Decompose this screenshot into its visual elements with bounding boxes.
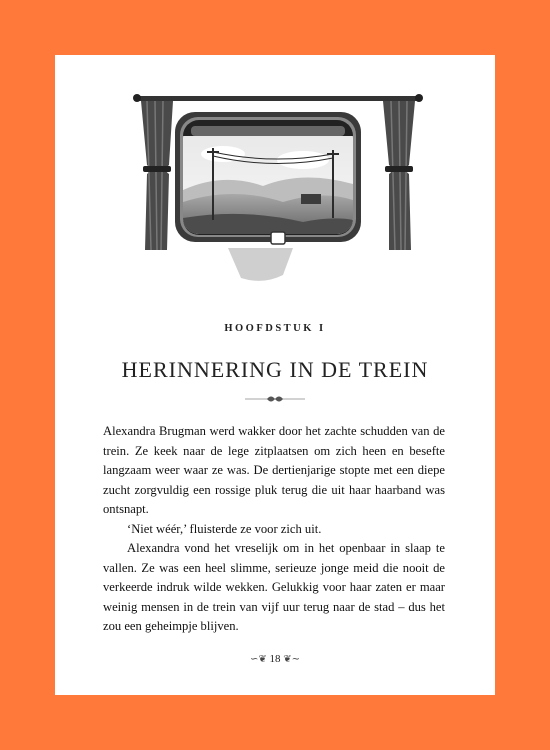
paragraph: Alexandra Brugman werd wakker door het zachte schudden van de trein. Ze keek naar de lege zitplaatsen om zich heen en besefte langzaam weer waar ze was. De dertienjarige stopte met een diepe zucht zorgvuldig een rossige pluk terug die uit haar haarband was ontsnapt. xyxy=(103,424,445,516)
body-text xyxy=(103,422,445,637)
page-folio xyxy=(55,653,495,665)
train-window-illustration-icon xyxy=(133,90,423,335)
paragraph: Alexandra vond het vreselijk om in het openbaar in slaap te vallen. Ze was een heel slimme, serieuze jonge meid die nooit de verkeerde indruk wilde wekken. Gelukkig voor haar zaten er maar weinig mensen in de trein van vijf uur terug naar de stad – dus het zou een geheimpje blijven. xyxy=(103,541,445,633)
paragraph: ‘Niet wéér,’ fluisterde ze voor zich uit. xyxy=(127,521,322,536)
flourish-ornament-icon xyxy=(245,394,305,404)
flourish-left-icon: ∽❦ xyxy=(249,654,267,665)
flourish-right-icon: ❦∼ xyxy=(283,654,301,665)
chapter-label: HOOFDSTUK I xyxy=(224,323,326,334)
book-page xyxy=(55,55,495,695)
page-number: 18 xyxy=(269,653,281,665)
chapter-title: HERINNERING IN DE TREIN xyxy=(121,357,429,382)
